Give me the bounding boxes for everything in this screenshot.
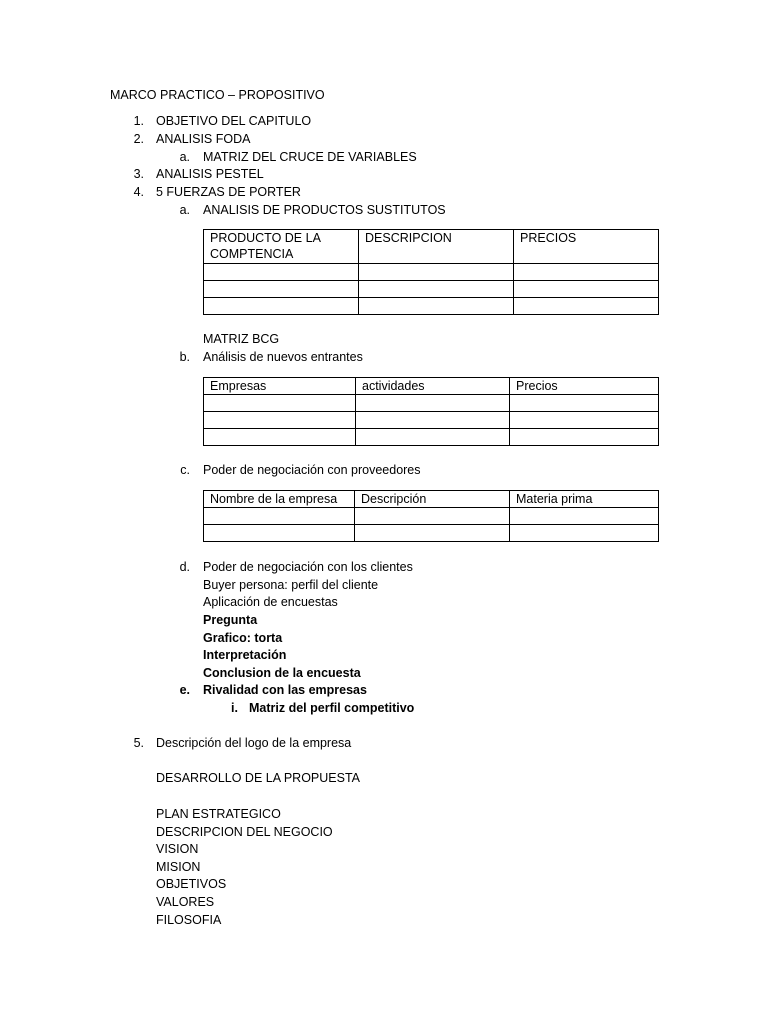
- table-cell: [514, 281, 659, 298]
- table-cell: [204, 298, 359, 315]
- sub-line: Buyer persona: perfil del cliente: [203, 578, 379, 592]
- list-number: 4.: [133, 185, 144, 199]
- list-number: 5.: [133, 736, 144, 750]
- plan-line: MISION: [156, 860, 201, 874]
- table-header-cell: actividades: [356, 378, 510, 395]
- list-item: ANALISIS DE PRODUCTOS SUSTITUTOS: [203, 203, 446, 217]
- table-cell: [359, 298, 514, 315]
- table-row: [204, 395, 659, 412]
- list-letter: c.: [180, 463, 190, 477]
- table-cell: [204, 281, 359, 298]
- table-row: [204, 412, 659, 429]
- sub-line-bold: Pregunta: [203, 613, 258, 627]
- table-cell: [359, 264, 514, 281]
- list-item: ANALISIS PESTEL: [156, 167, 264, 181]
- table-productos-sustitutos: [203, 229, 659, 315]
- table-cell: [356, 429, 510, 446]
- table-row: [204, 508, 659, 525]
- table-header-cell: Precios: [510, 378, 659, 395]
- plan-line: PLAN ESTRATEGICO: [156, 807, 281, 821]
- list-item: OBJETIVO DEL CAPITULO: [156, 114, 312, 128]
- table-cell: [204, 412, 356, 429]
- table-cell: [514, 264, 659, 281]
- table-header-cell: Empresas: [204, 378, 356, 395]
- list-number: 2.: [133, 132, 144, 146]
- list-item: Poder de negociación con proveedores: [203, 463, 421, 477]
- section-heading: DESARROLLO DE LA PROPUESTA: [156, 771, 360, 785]
- table-header-cell: Materia prima: [510, 491, 659, 508]
- list-number: 1.: [133, 114, 144, 128]
- table-cell: [510, 508, 659, 525]
- table-cell: [355, 525, 510, 542]
- list-letter: e.: [179, 683, 190, 697]
- list-letter: a.: [179, 150, 190, 164]
- table-cell: [204, 264, 359, 281]
- sub-line: Aplicación de encuestas: [203, 595, 338, 609]
- table-row: [204, 298, 659, 315]
- table-header-row: [204, 230, 659, 264]
- list-item: Análisis de nuevos entrantes: [203, 350, 363, 364]
- list-item: Poder de negociación con los clientes: [203, 560, 413, 574]
- list-item: Descripción del logo de la empresa: [156, 736, 352, 750]
- table-cell: [356, 395, 510, 412]
- table-header-cell: Descripción: [355, 491, 510, 508]
- table-header-cell: Nombre de la empresa: [204, 491, 355, 508]
- table-row: [204, 281, 659, 298]
- table-header-row: [204, 491, 659, 508]
- sub-line-bold: Grafico: torta: [203, 631, 283, 645]
- table-cell: [359, 281, 514, 298]
- table-row: [204, 264, 659, 281]
- table-cell: [510, 525, 659, 542]
- plan-line: VALORES: [156, 895, 215, 909]
- list-letter: b.: [179, 350, 190, 364]
- matriz-bcg-label: MATRIZ BCG: [203, 332, 280, 346]
- plan-line: OBJETIVOS: [156, 877, 227, 891]
- list-number: 3.: [133, 167, 144, 181]
- plan-line: VISION: [156, 842, 199, 856]
- list-roman: i.: [231, 701, 238, 715]
- table-cell: [514, 298, 659, 315]
- list-item: ANALISIS FODA: [156, 132, 251, 146]
- table-header-row: [204, 378, 659, 395]
- table-header-cell: PRODUCTO DE LA COMPTENCIA: [204, 230, 359, 264]
- list-letter: d.: [179, 560, 190, 574]
- table-proveedores: [203, 490, 659, 542]
- table-cell: [510, 412, 659, 429]
- list-item: Rivalidad con las empresas: [203, 683, 367, 697]
- table-cell: [204, 429, 356, 446]
- table-cell: [204, 525, 355, 542]
- table-nuevos-entrantes: [203, 377, 659, 446]
- list-letter: a.: [179, 203, 190, 217]
- document-title: MARCO PRACTICO – PROPOSITIVO: [110, 88, 325, 102]
- table-header-cell: DESCRIPCION: [359, 230, 514, 264]
- table-cell: [355, 508, 510, 525]
- sub-line-bold: Conclusion de la encuesta: [203, 666, 361, 680]
- table-cell: [356, 412, 510, 429]
- table-header-cell: PRECIOS: [514, 230, 659, 264]
- table-cell: [510, 395, 659, 412]
- plan-line: DESCRIPCION DEL NEGOCIO: [156, 825, 333, 839]
- table-row: [204, 429, 659, 446]
- table-cell: [204, 395, 356, 412]
- plan-line: FILOSOFIA: [156, 913, 222, 927]
- table-row: [204, 525, 659, 542]
- list-item: MATRIZ DEL CRUCE DE VARIABLES: [203, 150, 417, 164]
- list-item: Matriz del perfil competitivo: [249, 701, 415, 715]
- table-cell: [510, 429, 659, 446]
- sub-line-bold: Interpretación: [203, 648, 287, 662]
- table-cell: [204, 508, 355, 525]
- list-item: 5 FUERZAS DE PORTER: [156, 185, 301, 199]
